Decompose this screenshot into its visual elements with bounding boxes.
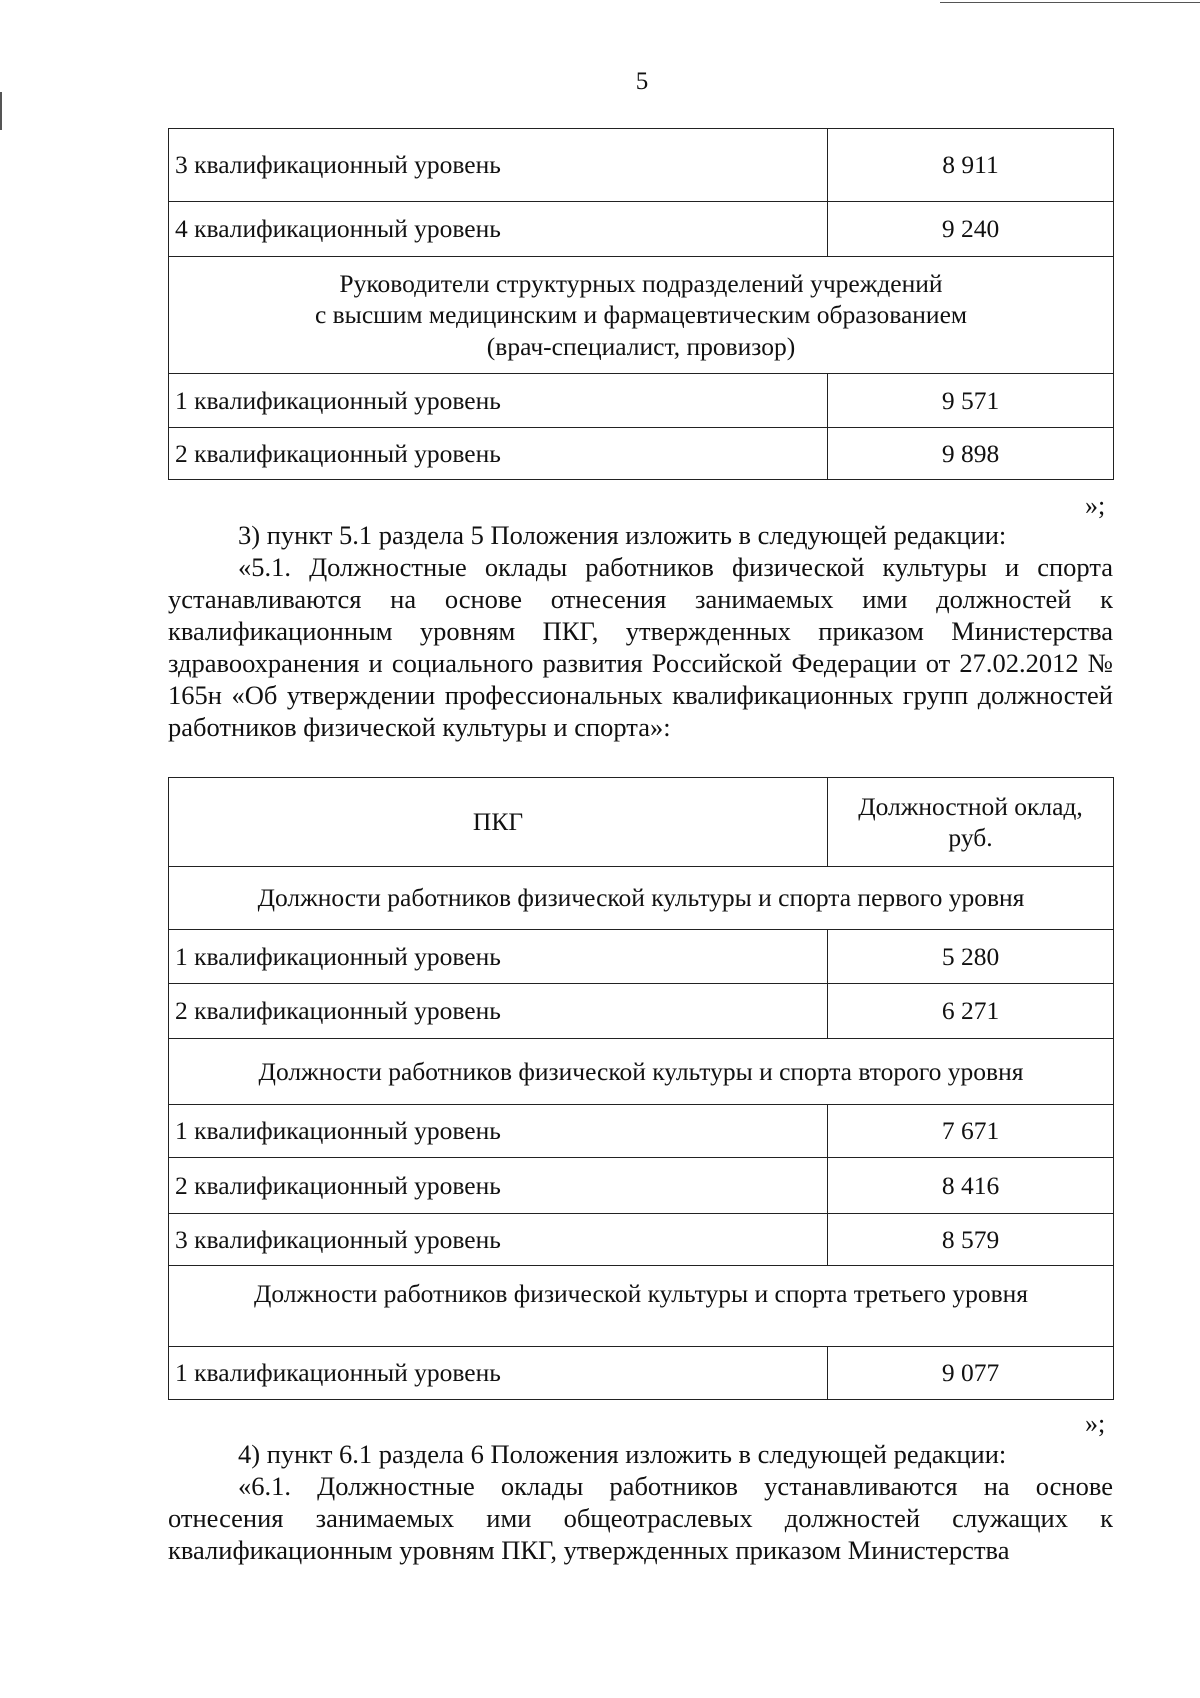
row-label: 1 квалификационный уровень <box>169 930 828 984</box>
row-value: 8 911 <box>828 129 1114 202</box>
column-header-pkg: ПКГ <box>169 778 828 867</box>
closing-quote-mark: »; <box>1085 491 1106 520</box>
group-title-line: с высшим медицинским и фармацевтическим образованием <box>314 300 968 330</box>
closing-quote-mark: »; <box>1085 1409 1106 1438</box>
row-value: 6 271 <box>828 984 1114 1039</box>
salary-table-sport <box>168 777 1114 1400</box>
column-header-salary <box>828 778 1114 867</box>
row-label: 2 квалификационный уровень <box>169 1158 828 1214</box>
row-value: 8 579 <box>828 1214 1114 1266</box>
page-number: 5 <box>635 68 649 95</box>
row-label: 1 квалификационный уровень <box>169 1347 828 1400</box>
row-value: 7 671 <box>828 1105 1114 1158</box>
row-label: 2 квалификационный уровень <box>169 984 828 1039</box>
item-3-text: «5.1. Должностные оклады работников физической культуры и спорта устанавливаются на основе отнесения занимаемых ими должностей к квалификационным уровням ПКГ, утвержденных приказом Министерства здравоохранения и социального развития Российской Федерации от 27.02.2012 № 165н «Об утверждении профессиональных квалификационных групп должностей работников физической культуры и спорта»: <box>168 552 1113 742</box>
group-title: Должности работников физической культуры и спорта третьего уровня <box>169 1266 1114 1347</box>
group-header-row <box>169 1266 1114 1347</box>
row-label: 1 квалификационный уровень <box>169 374 828 428</box>
table-row <box>169 1214 1114 1266</box>
column-header-salary-line: руб. <box>948 823 993 852</box>
row-label: 4 квалификационный уровень <box>169 202 828 257</box>
group-header-row <box>169 1039 1114 1105</box>
group-header-row <box>169 257 1114 374</box>
table-row <box>169 374 1114 428</box>
item-3-heading: 3) пункт 5.1 раздела 5 Положения изложить в следующей редакции: <box>238 520 1007 550</box>
group-title-line: (врач-специалист, провизор) <box>486 331 796 361</box>
item-4-text: «6.1. Должностные оклады работников устанавливаются на основе отнесения занимаемых ими общеотраслевых должностей служащих к квалификационным уровням ПКГ, утвержденных приказом Министерства <box>168 1471 1113 1565</box>
row-value: 9 571 <box>828 374 1114 428</box>
table-row <box>169 1158 1114 1214</box>
table-header-row <box>169 778 1114 867</box>
salary-table-healthcare <box>168 128 1114 480</box>
item-4-heading: 4) пункт 6.1 раздела 6 Положения изложить в следующей редакции: <box>238 1439 1007 1469</box>
row-label: 3 квалификационный уровень <box>169 1214 828 1266</box>
group-title: Должности работников физической культуры и спорта второго уровня <box>169 1039 1114 1105</box>
table-row <box>169 1105 1114 1158</box>
table-row <box>169 1347 1114 1400</box>
row-value: 9 898 <box>828 428 1114 480</box>
page-top-edge-line <box>940 2 1200 3</box>
row-value: 9 240 <box>828 202 1114 257</box>
row-value: 9 077 <box>828 1347 1114 1400</box>
row-value: 5 280 <box>828 930 1114 984</box>
table-row <box>169 202 1114 257</box>
group-title <box>169 257 1114 374</box>
left-margin-mark <box>0 92 2 130</box>
row-value: 8 416 <box>828 1158 1114 1214</box>
group-header-row <box>169 867 1114 930</box>
row-label: 1 квалификационный уровень <box>169 1105 828 1158</box>
table-row <box>169 930 1114 984</box>
group-title: Должности работников физической культуры и спорта первого уровня <box>169 867 1114 930</box>
table-row <box>169 984 1114 1039</box>
row-label: 2 квалификационный уровень <box>169 428 828 480</box>
row-label: 3 квалификационный уровень <box>169 129 828 202</box>
group-title-line: Руководители структурных подразделений учреждений <box>339 269 943 299</box>
column-header-salary-line: Должностной оклад, <box>858 791 1083 821</box>
table-row <box>169 428 1114 480</box>
table-row <box>169 129 1114 202</box>
